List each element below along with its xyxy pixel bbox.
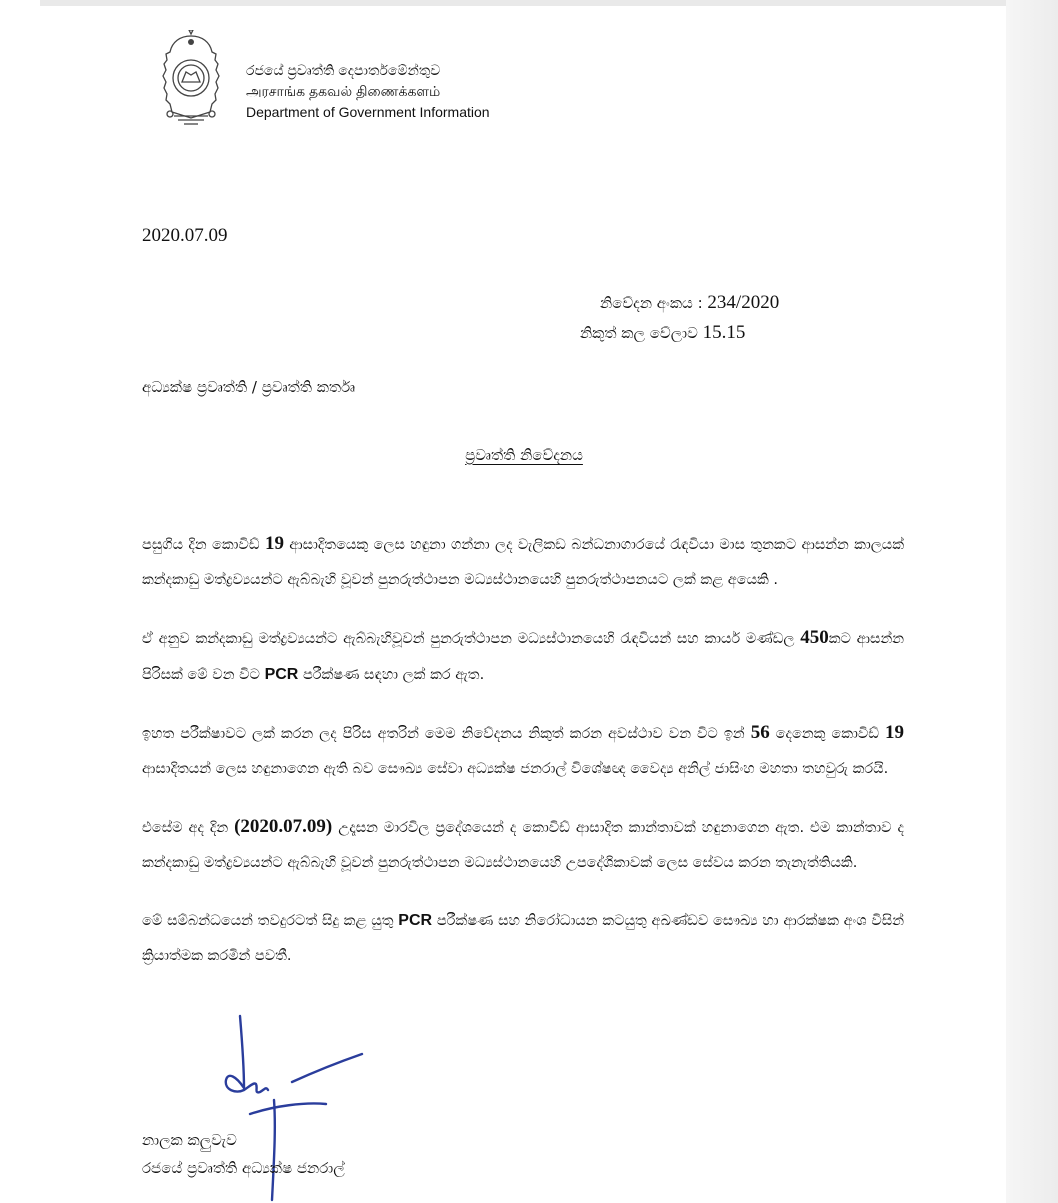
paragraph-text: ඉහත පරීක්ෂාවට ලක් කරන ලද පිරිස අතරින් මෙම නිවේදනය නිකුත් කරන අවස්ථාව වන විට ඉන්	[142, 726, 751, 742]
reference-block	[580, 288, 780, 348]
scan-top-edge	[40, 0, 1006, 6]
paragraph-5	[142, 903, 904, 974]
notice-number-value: 234/2020	[707, 292, 780, 313]
bold-number: 56	[750, 722, 770, 743]
recipient-line: අධ්‍යක්ෂ ප්‍රවෘත්ති / ප්‍රවෘත්ති කර්තෘ	[142, 378, 356, 396]
letterhead	[246, 60, 490, 123]
bold-number: 19	[885, 722, 905, 743]
state-emblem-icon	[160, 30, 222, 128]
bold-number: 19	[264, 533, 284, 554]
notice-number-label: නිවේදන අංකය :	[600, 294, 703, 312]
letter-date: 2020.07.09	[142, 225, 228, 246]
department-name-english: Department of Government Information	[246, 104, 490, 120]
bold-date: (2020.07.09)	[234, 816, 333, 837]
paragraph-text: උදෑසන මාරවිල ප්‍රදේශයෙන් ද කොවිඩ් ආසාදිත කාන්තාවක් හඳුනාගෙන ඇත. එම කාන්තාව ද කන්දකාඩු මත්ද්‍රව්‍යයන්ට ඇබ්බැහි වූවන් පුනරුත්ථාපන මධ්‍යස්ථානයෙහි උපදේශිකාවක් ලෙස සේවය කරන තැනැත්තියකි.	[142, 820, 904, 871]
paragraph-text: කට ආසන්න පිරිසක් මේ වන විට	[142, 631, 904, 683]
department-name-sinhala: රජයේ ප්‍රවෘත්ති දෙපාර්තමේන්තුව	[246, 62, 441, 78]
paragraph-text: ආසාදිතයෙකු ලෙස හඳුනා ගන්නා ලද වැලිකඩ බන්ධනාගාරයේ රැඳවියා මාස තුනකට ආසන්න කාලයක් කන්දකාඩු මත්ද්‍රව්‍යයන්ට ඇබ්බැහි වූවන් පුනරුත්ථාපන මධ්‍යස්ථානයෙහි පුනරුත්ථාපනයට ලක් කළ අයෙකි .	[142, 537, 904, 588]
issue-time-line	[580, 318, 779, 348]
paragraph-text: පරීක්ෂණ සඳහා ලක් කර ඇත.	[298, 667, 485, 683]
bold-pcr: PCR	[398, 912, 433, 929]
signatory-title: රජයේ ප්‍රවෘත්ති අධ්‍යක්ෂ ජනරාල්	[142, 1159, 345, 1177]
paragraph-3	[142, 715, 904, 787]
notice-heading	[0, 446, 1058, 464]
bold-pcr: PCR	[264, 666, 299, 683]
paragraph-text: පසුගිය දින කොවිඩ්	[142, 537, 265, 553]
bold-number: 450	[800, 627, 829, 648]
notice-number-line	[600, 288, 779, 318]
paragraph-text: මේ සම්බන්ධයෙන් තවදුරටත් සිදු කළ යුතු	[142, 913, 399, 929]
department-name-tamil: அரசாங்க தகவல் திணைக்களம்	[246, 83, 441, 99]
paragraph-text: ඒ අනුව කන්දකාඩු මත්ද්‍රව්‍යයන්ට ඇබ්බැහිවූවන් පුනරුත්ථාපන මධ්‍යස්ථානයෙහි රැඳවියන් සහ කාර්ය මණ්ඩල	[142, 631, 801, 647]
notice-heading-text: ප්‍රවෘත්ති නිවේදනය	[465, 446, 583, 464]
paragraph-2	[142, 620, 904, 693]
notice-body	[142, 526, 904, 996]
paragraph-4	[142, 809, 904, 881]
paragraph-text: ආසාදිතයන් ලෙස හඳුනාගෙන ඇති බව සෞඛ්‍ය සේවා අධ්‍යක්ෂ ජනරාල් විශේෂඥ වෛද්‍ය අනිල් ජාසිංහ මහතා තහවුරු කරයි.	[142, 761, 889, 777]
paragraph-1	[142, 526, 904, 598]
issue-time-label: නිකුත් කල වේලාව	[580, 324, 698, 342]
paragraph-text: එසේම අද දින	[142, 820, 235, 836]
scan-right-edge	[1006, 0, 1058, 1203]
issue-time-value: 15.15	[702, 322, 746, 343]
signatory-name: නාලක කලුවැව	[142, 1131, 237, 1149]
paragraph-text: පරීක්ෂණ සහ නිරෝධායන කටයුතු අඛණ්ඩව සෞඛ්‍ය හා ආරක්ෂක අංශ විසින් ක්‍රියාත්මක කරමින් පවතී.	[142, 913, 904, 964]
paragraph-text: දෙනෙකු කොවිඩ්	[769, 726, 886, 742]
signatory-block	[142, 1126, 345, 1182]
